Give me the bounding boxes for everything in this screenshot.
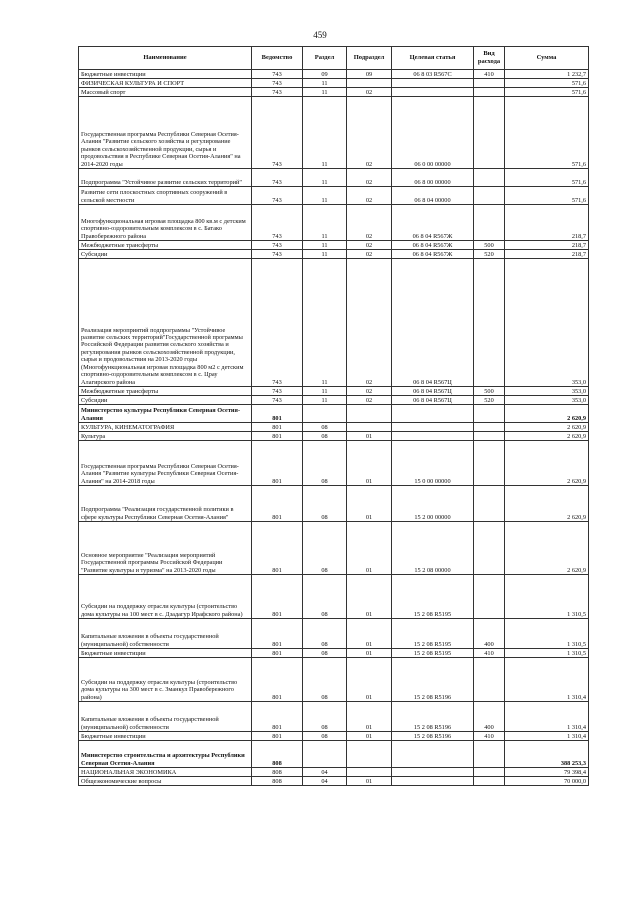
row-subsection <box>347 79 392 88</box>
row-target-item: 06 8 04 R567Ж <box>392 241 474 250</box>
table-row <box>79 259 589 387</box>
row-amount: 1 310,4 <box>505 702 589 732</box>
row-expense-type: 500 <box>474 241 505 250</box>
row-expense-type <box>474 423 505 432</box>
row-target-item: 06 0 00 00000 <box>392 97 474 169</box>
row-department: 801 <box>252 619 303 649</box>
row-section: 11 <box>303 241 347 250</box>
row-section: 08 <box>303 732 347 741</box>
row-amount: 353,0 <box>505 396 589 405</box>
header-expense-type: Вид расхода <box>474 47 505 70</box>
row-amount: 2 620,9 <box>505 405 589 423</box>
row-expense-type <box>474 522 505 575</box>
row-name: Подпрограмма "Реализация государственной политики в сфере культуры Республики Северная Осетия-Алания" <box>79 486 252 522</box>
row-department: 743 <box>252 97 303 169</box>
row-subsection <box>347 405 392 423</box>
table-row <box>79 205 589 241</box>
row-amount: 2 620,9 <box>505 486 589 522</box>
table-row <box>79 396 589 405</box>
row-name: Государственная программа Республики Северная Осетия-Алания "Развитие сельского хозяйства и регулирование рынков сельскохозяйственной продукции, сырья и продовольствия в Республике Северная Осетия-Алания" на 2014-2020 годы <box>79 97 252 169</box>
row-name: Капитальные вложения в объекты государственной (муниципальной) собственности <box>79 702 252 732</box>
row-expense-type: 520 <box>474 396 505 405</box>
row-department: 801 <box>252 658 303 702</box>
row-amount: 1 232,7 <box>505 70 589 79</box>
row-amount: 571,6 <box>505 187 589 205</box>
table-row <box>79 187 589 205</box>
table-body <box>79 70 589 786</box>
table-row <box>79 250 589 259</box>
row-name: Многофункциональная игровая площадка 800 кв.м с детским спортивно-оздоровительным комплексом в с. Батако Правобережного района <box>79 205 252 241</box>
row-name: Бюджетные инвестиции <box>79 649 252 658</box>
budget-table <box>78 46 589 786</box>
row-subsection <box>347 741 392 768</box>
row-expense-type <box>474 187 505 205</box>
row-name: Реализация мероприятий подпрограммы "Устойчивое развитие сельских территорий"Государственной программы Российской Федерации развития сельского хозяйства и регулирования рынков сельскохозяйственной продукции, сырья и продовольствия на 2013-2020 годы (Многофункциональная игровая площадка 800 м2 с детским спортивно-оздоровительным комплексом в с. Црау Алагирского района <box>79 259 252 387</box>
table-row <box>79 97 589 169</box>
row-target-item <box>392 432 474 441</box>
row-section: 11 <box>303 187 347 205</box>
row-department: 743 <box>252 259 303 387</box>
row-target-item: 15 2 08 R5195 <box>392 575 474 619</box>
row-amount: 2 620,9 <box>505 441 589 486</box>
row-amount: 2 620,9 <box>505 432 589 441</box>
table-row <box>79 575 589 619</box>
table-row <box>79 169 589 187</box>
row-target-item <box>392 405 474 423</box>
row-expense-type: 410 <box>474 70 505 79</box>
row-department: 808 <box>252 768 303 777</box>
row-section: 11 <box>303 79 347 88</box>
table-row <box>79 423 589 432</box>
row-expense-type: 520 <box>474 250 505 259</box>
row-amount: 388 253,3 <box>505 741 589 768</box>
row-subsection: 02 <box>347 259 392 387</box>
row-name: Развитие сети плоскостных спортивных сооружений в сельской местности <box>79 187 252 205</box>
row-amount: 218,7 <box>505 250 589 259</box>
row-expense-type <box>474 169 505 187</box>
row-expense-type <box>474 658 505 702</box>
table-row <box>79 768 589 777</box>
row-expense-type <box>474 768 505 777</box>
row-amount: 1 310,5 <box>505 649 589 658</box>
table-row <box>79 241 589 250</box>
row-section: 08 <box>303 522 347 575</box>
row-name: Массовый спорт <box>79 88 252 97</box>
row-department: 743 <box>252 387 303 396</box>
row-section: 11 <box>303 88 347 97</box>
row-expense-type <box>474 79 505 88</box>
row-expense-type: 400 <box>474 619 505 649</box>
row-subsection: 01 <box>347 619 392 649</box>
row-amount: 353,0 <box>505 387 589 396</box>
row-name: Субсидии <box>79 250 252 259</box>
row-department: 801 <box>252 405 303 423</box>
row-name: Культура <box>79 432 252 441</box>
row-target-item: 15 2 08 R5195 <box>392 649 474 658</box>
page-number: 459 <box>313 30 327 40</box>
row-subsection: 01 <box>347 702 392 732</box>
row-amount: 70 000,0 <box>505 777 589 786</box>
row-subsection: 02 <box>347 396 392 405</box>
row-subsection: 01 <box>347 522 392 575</box>
row-amount: 571,6 <box>505 79 589 88</box>
row-target-item: 06 8 04 R567Ц <box>392 387 474 396</box>
table-row <box>79 88 589 97</box>
row-subsection: 01 <box>347 486 392 522</box>
row-target-item: 15 2 08 00000 <box>392 522 474 575</box>
row-department: 801 <box>252 649 303 658</box>
row-department: 743 <box>252 88 303 97</box>
row-section: 11 <box>303 205 347 241</box>
row-department: 801 <box>252 486 303 522</box>
row-section: 11 <box>303 259 347 387</box>
row-target-item: 06 8 03 R567С <box>392 70 474 79</box>
row-amount: 571,6 <box>505 169 589 187</box>
row-subsection: 02 <box>347 387 392 396</box>
row-expense-type: 410 <box>474 732 505 741</box>
row-subsection: 02 <box>347 187 392 205</box>
row-section: 11 <box>303 169 347 187</box>
row-section: 11 <box>303 250 347 259</box>
table-row <box>79 741 589 768</box>
row-subsection: 02 <box>347 250 392 259</box>
row-target-item: 06 8 04 R567Ж <box>392 250 474 259</box>
row-expense-type: 410 <box>474 649 505 658</box>
row-target-item: 06 8 04 R567Ц <box>392 259 474 387</box>
table-row <box>79 79 589 88</box>
row-amount: 1 310,4 <box>505 658 589 702</box>
header-target-item: Целевая статья <box>392 47 474 70</box>
row-department: 801 <box>252 441 303 486</box>
row-section: 08 <box>303 575 347 619</box>
table-row <box>79 432 589 441</box>
row-name: Государственная программа Республики Северная Осетия-Алания "Развитие культуры Республики Северная Осетия-Алания" на 2014-2018 годы <box>79 441 252 486</box>
table-row <box>79 702 589 732</box>
row-target-item: 15 2 00 00000 <box>392 486 474 522</box>
row-department: 808 <box>252 777 303 786</box>
row-department: 808 <box>252 741 303 768</box>
row-name: Министерство культуры Республики Северная Осетия-Алания <box>79 405 252 423</box>
row-expense-type: 400 <box>474 702 505 732</box>
row-section: 08 <box>303 441 347 486</box>
row-target-item: 15 2 08 R5195 <box>392 619 474 649</box>
row-name: Подпрограмма "Устойчивое развитие сельских территорий" <box>79 169 252 187</box>
row-name: Бюджетные инвестиции <box>79 70 252 79</box>
row-department: 743 <box>252 187 303 205</box>
row-section: 09 <box>303 70 347 79</box>
row-department: 801 <box>252 432 303 441</box>
row-department: 801 <box>252 575 303 619</box>
row-subsection: 02 <box>347 88 392 97</box>
table-row <box>79 486 589 522</box>
row-name: Межбюджетные трансферты <box>79 387 252 396</box>
row-name: Капитальные вложения в объекты государственной (муниципальной) собственности <box>79 619 252 649</box>
row-subsection: 02 <box>347 205 392 241</box>
row-section: 11 <box>303 396 347 405</box>
row-target-item: 15 0 00 00000 <box>392 441 474 486</box>
row-expense-type <box>474 88 505 97</box>
row-target-item: 15 2 08 R5196 <box>392 732 474 741</box>
row-name: Бюджетные инвестиции <box>79 732 252 741</box>
row-subsection: 01 <box>347 777 392 786</box>
table-row <box>79 777 589 786</box>
header-amount: Сумма <box>505 47 589 70</box>
table-row <box>79 522 589 575</box>
row-section: 08 <box>303 702 347 732</box>
row-name: НАЦИОНАЛЬНАЯ ЭКОНОМИКА <box>79 768 252 777</box>
row-department: 743 <box>252 396 303 405</box>
row-target-item <box>392 88 474 97</box>
row-section <box>303 405 347 423</box>
row-name: КУЛЬТУРА, КИНЕМАТОГРАФИЯ <box>79 423 252 432</box>
row-department: 743 <box>252 205 303 241</box>
row-department: 743 <box>252 241 303 250</box>
table-row <box>79 619 589 649</box>
row-amount: 571,6 <box>505 88 589 97</box>
row-section <box>303 741 347 768</box>
row-target-item <box>392 423 474 432</box>
row-subsection: 09 <box>347 70 392 79</box>
row-department: 801 <box>252 423 303 432</box>
row-subsection: 02 <box>347 241 392 250</box>
table-row <box>79 405 589 423</box>
row-section: 08 <box>303 423 347 432</box>
row-department: 801 <box>252 522 303 575</box>
row-target-item: 06 8 00 00000 <box>392 169 474 187</box>
row-expense-type <box>474 259 505 387</box>
row-section: 11 <box>303 97 347 169</box>
row-name: Субсидии на поддержку отрасли культуры (строительство дома культуры на 300 мест в с. Зманкул Правобережного района) <box>79 658 252 702</box>
row-expense-type <box>474 741 505 768</box>
row-expense-type <box>474 205 505 241</box>
table-header-row <box>79 47 589 70</box>
row-expense-type: 500 <box>474 387 505 396</box>
row-expense-type <box>474 486 505 522</box>
row-amount: 79 398,4 <box>505 768 589 777</box>
row-section: 08 <box>303 658 347 702</box>
table-row <box>79 70 589 79</box>
row-expense-type <box>474 441 505 486</box>
table-row <box>79 649 589 658</box>
row-amount: 1 310,5 <box>505 619 589 649</box>
row-subsection <box>347 768 392 777</box>
row-section: 08 <box>303 486 347 522</box>
row-subsection: 01 <box>347 575 392 619</box>
row-amount: 2 620,9 <box>505 522 589 575</box>
row-amount: 571,6 <box>505 97 589 169</box>
row-expense-type <box>474 777 505 786</box>
row-amount: 218,7 <box>505 205 589 241</box>
header-subsection: Подраздел <box>347 47 392 70</box>
row-department: 743 <box>252 79 303 88</box>
row-target-item: 06 8 04 00000 <box>392 187 474 205</box>
row-target-item <box>392 777 474 786</box>
row-section: 04 <box>303 777 347 786</box>
row-amount: 353,0 <box>505 259 589 387</box>
row-expense-type <box>474 97 505 169</box>
row-name: Министерство строительства и архитектуры Республики Северная Осетия-Алания <box>79 741 252 768</box>
row-subsection: 01 <box>347 732 392 741</box>
row-expense-type <box>474 432 505 441</box>
row-department: 743 <box>252 70 303 79</box>
row-expense-type <box>474 405 505 423</box>
row-department: 743 <box>252 169 303 187</box>
row-amount: 218,7 <box>505 241 589 250</box>
row-target-item: 15 2 08 R5196 <box>392 702 474 732</box>
row-subsection: 02 <box>347 169 392 187</box>
table-row <box>79 387 589 396</box>
header-name: Наименование <box>79 47 252 70</box>
row-department: 801 <box>252 732 303 741</box>
row-subsection: 01 <box>347 432 392 441</box>
row-name: Межбюджетные трансферты <box>79 241 252 250</box>
row-name: ФИЗИЧЕСКАЯ КУЛЬТУРА И СПОРТ <box>79 79 252 88</box>
row-department: 743 <box>252 250 303 259</box>
row-section: 11 <box>303 387 347 396</box>
row-subsection: 01 <box>347 658 392 702</box>
row-target-item: 15 2 08 R5196 <box>392 658 474 702</box>
row-subsection: 01 <box>347 649 392 658</box>
row-subsection <box>347 423 392 432</box>
row-name: Основное мероприятие "Реализация мероприятий Государственной программы Российской Федерации "Развитие культуры и туризма" на 2013-2020 годы <box>79 522 252 575</box>
row-department: 801 <box>252 702 303 732</box>
row-target-item <box>392 741 474 768</box>
row-target-item <box>392 79 474 88</box>
row-target-item: 06 8 04 R567Ц <box>392 396 474 405</box>
row-section: 08 <box>303 619 347 649</box>
row-subsection: 02 <box>347 97 392 169</box>
row-amount: 1 310,4 <box>505 732 589 741</box>
row-target-item: 06 8 04 R567Ж <box>392 205 474 241</box>
row-section: 04 <box>303 768 347 777</box>
table-row <box>79 732 589 741</box>
row-target-item <box>392 768 474 777</box>
row-amount: 2 620,9 <box>505 423 589 432</box>
row-name: Общеэкономические вопросы <box>79 777 252 786</box>
row-section: 08 <box>303 649 347 658</box>
row-name: Субсидии <box>79 396 252 405</box>
row-section: 08 <box>303 432 347 441</box>
row-name: Субсидии на поддержку отрасли культуры (строительство дома культуры на 100 мест в с. Дзадагур Ирафского района) <box>79 575 252 619</box>
header-section: Раздел <box>303 47 347 70</box>
table-row <box>79 441 589 486</box>
row-expense-type <box>474 575 505 619</box>
row-amount: 1 310,5 <box>505 575 589 619</box>
table-row <box>79 658 589 702</box>
row-subsection: 01 <box>347 441 392 486</box>
header-department: Ведомство <box>252 47 303 70</box>
